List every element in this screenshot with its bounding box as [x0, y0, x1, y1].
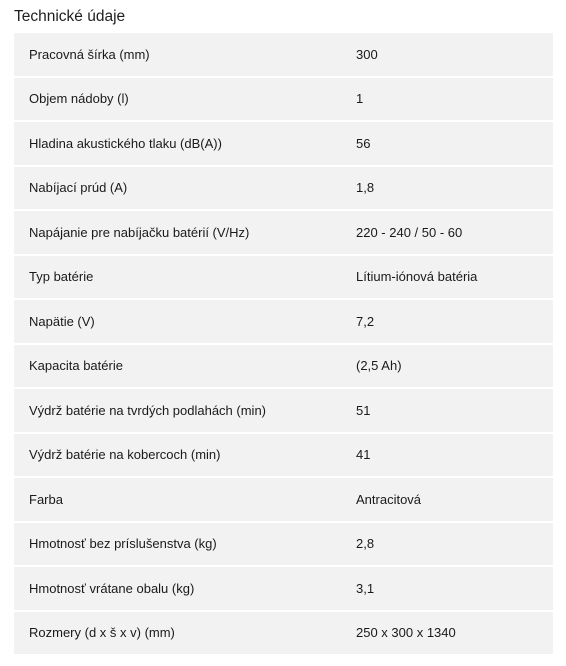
spec-row — [14, 78, 553, 121]
spec-label: Kapacita batérie — [29, 358, 123, 374]
spec-row — [14, 389, 553, 432]
spec-value: 2,8 — [356, 536, 375, 552]
spec-row — [14, 523, 553, 566]
spec-label: Nabíjací prúd (A) — [29, 180, 128, 196]
spec-value: 7,2 — [356, 313, 375, 329]
spec-label: Objem nádoby (l) — [29, 91, 129, 107]
spec-row — [14, 211, 553, 254]
spec-label: Farba — [29, 491, 63, 507]
spec-label: Typ batérie — [29, 269, 94, 285]
spec-value: Lítium-iónová batéria — [356, 269, 478, 285]
spec-value: 56 — [356, 135, 371, 151]
spec-value: Antracitová — [356, 491, 422, 507]
spec-value: 51 — [356, 402, 371, 418]
specs-table — [14, 33, 553, 656]
spec-label: Výdrž batérie na tvrdých podlahách (min) — [29, 402, 267, 418]
spec-label: Napätie (V) — [29, 313, 95, 329]
spec-label: Hladina akustického tlaku (dB(A)) — [29, 135, 222, 151]
spec-row — [14, 122, 553, 165]
spec-row — [14, 434, 553, 477]
spec-row — [14, 167, 553, 210]
spec-value: 1,8 — [356, 180, 375, 196]
spec-label: Rozmery (d x š x v) (mm) — [29, 625, 175, 641]
spec-value: 300 — [356, 46, 378, 62]
spec-value: 1 — [356, 91, 364, 107]
spec-value: 41 — [356, 447, 371, 463]
spec-value: 220 - 240 / 50 - 60 — [356, 224, 463, 240]
spec-row — [14, 256, 553, 299]
spec-value: (2,5 Ah) — [356, 358, 402, 374]
spec-value: 3,1 — [356, 580, 375, 596]
spec-row — [14, 567, 553, 610]
section-title: Technické údaje — [14, 8, 126, 25]
spec-row — [14, 300, 553, 343]
spec-row — [14, 478, 553, 521]
spec-row — [14, 345, 553, 388]
spec-label: Hmotnosť vrátane obalu (kg) — [29, 580, 195, 596]
spec-row — [14, 612, 553, 655]
spec-label: Hmotnosť bez príslušenstva (kg) — [29, 536, 217, 552]
spec-label: Napájanie pre nabíjačku batérií (V/Hz) — [29, 224, 250, 240]
spec-label: Pracovná šírka (mm) — [29, 46, 150, 62]
spec-label: Výdrž batérie na kobercoch (min) — [29, 447, 221, 463]
spec-value: 250 x 300 x 1340 — [356, 625, 456, 641]
spec-row — [14, 33, 553, 76]
